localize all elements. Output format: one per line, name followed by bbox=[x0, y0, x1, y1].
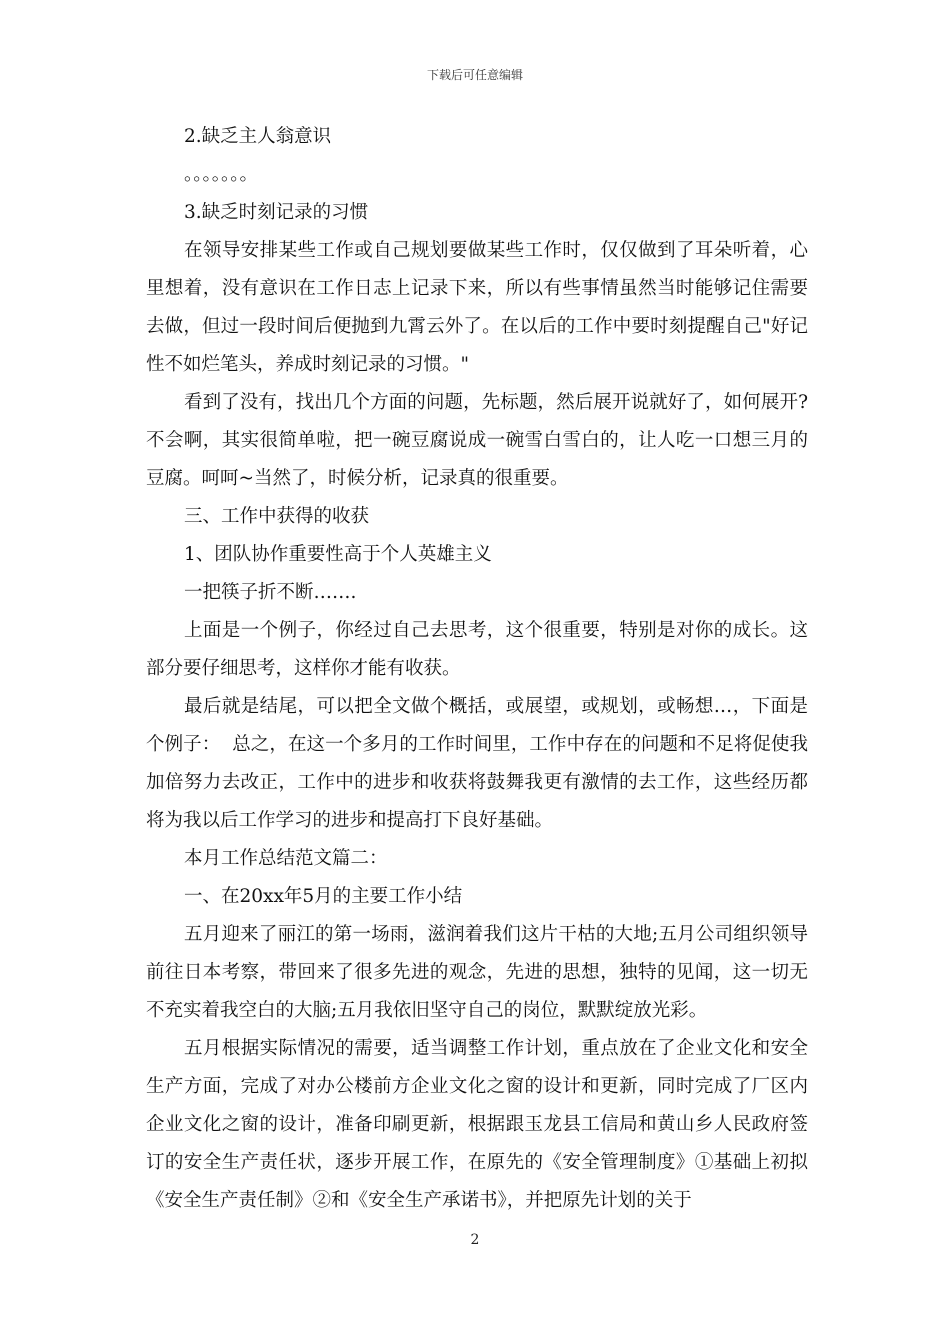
body-paragraph-example: 上面是一个例子，你经过自己去思考，这个很重要，特别是对你的成长。这部分要仔细思考，这样你才能有收获。 bbox=[146, 620, 808, 679]
ellipsis-line: 。。。。。。。 bbox=[184, 164, 259, 185]
page-header: 下载后可任意编辑 bbox=[426, 68, 523, 82]
numbered-heading-2: 2.缺乏主人翁意识 bbox=[184, 126, 332, 147]
proverb-line: 一把筷子折不断……. bbox=[184, 582, 357, 603]
section-heading-may-summary: 一、在20xx年5月的主要工作小结 bbox=[184, 886, 463, 907]
article-two-title: 本月工作总结范文篇二： bbox=[184, 848, 388, 869]
document-body bbox=[146, 118, 808, 1220]
body-paragraph-may-plan: 五月根据实际情况的需要，适当调整工作计划，重点放在了企业文化和安全生产方面，完成了对办公楼前方企业文化之窗的设计和更新，同时完成了厂区内企业文化之窗的设计，准备印刷更新，根据跟玉龙县工信局和黄山乡人民政府签订的安全生产责任状，逐步开展工作，在原先的《安全管理制度》①基础上初拟《安全生产责任制》②和《安全生产承诺书》，并把原先计划的关于 bbox=[146, 1038, 808, 1211]
body-paragraph-conclusion: 最后就是结尾，可以把全文做个概括，或展望，或规划，或畅想…，下面是个例子： 总之，在这一个多月的工作时间里，工作中存在的问题和不足将促使我加倍努力去改正，工作中的进步和收获将鼓舞我更有激情的去工作，这些经历都将为我以后工作学习的进步和提高打下良好基础。 bbox=[146, 696, 808, 831]
page-number: 2 bbox=[470, 1232, 480, 1248]
numbered-heading-3: 3.缺乏时刻记录的习惯 bbox=[184, 202, 369, 223]
body-paragraph-analysis: 看到了没有，找出几个方面的问题，先标题，然后展开说就好了，如何展开?不会啊，其实很简单啦，把一碗豆腐说成一碗雪白雪白的，让人吃一口想三月的豆腐。呵呵~当然了，时候分析，记录真的很重要。 bbox=[146, 392, 808, 489]
body-paragraph-record-habit: 在领导安排某些工作或自己规划要做某些工作时，仅仅做到了耳朵听着，心里想着，没有意识在工作日志上记录下来，所以有些事情虽然当时能够记住需要去做，但过一段时间后便抛到九霄云外了。在以后的工作中要时刻提醒自己"好记性不如烂笔头，养成时刻记录的习惯。" bbox=[146, 240, 808, 375]
section-heading-gains: 三、工作中获得的收获 bbox=[184, 506, 370, 527]
subheading-teamwork: 1、团队协作重要性高于个人英雄主义 bbox=[184, 544, 492, 565]
body-paragraph-may-rain: 五月迎来了丽江的第一场雨，滋润着我们这片干枯的大地;五月公司组织领导前往日本考察，带回来了很多先进的观念，先进的思想，独特的见闻，这一切无不充实着我空白的大脑;五月我依旧坚守自己的岗位，默默绽放光彩。 bbox=[146, 924, 808, 1021]
